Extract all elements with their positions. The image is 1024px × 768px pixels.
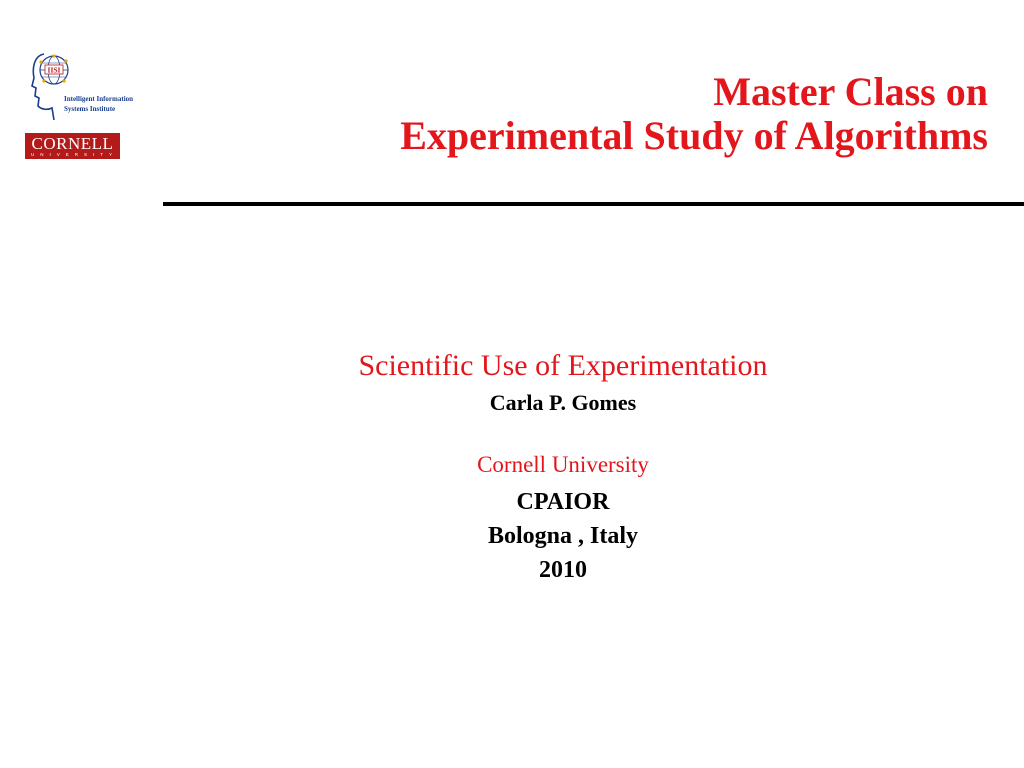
iisi-name-line2: Systems Institute	[64, 105, 116, 113]
cornell-wordmark: CORNELL	[31, 134, 114, 153]
title-line-1: Master Class on	[713, 69, 988, 114]
slide-title	[400, 70, 988, 158]
iisi-name-line1: Intelligent Information	[64, 95, 134, 103]
event-location: Bologna , Italy	[487, 523, 639, 549]
event-name: CPAIOR	[516, 489, 610, 515]
iisi-logo	[30, 50, 140, 122]
iisi-name	[64, 94, 133, 114]
title-line-2: Experimental Study of Algorithms	[400, 113, 988, 158]
affiliation: Cornell University	[477, 452, 649, 477]
event-year: 2010	[539, 557, 587, 583]
author-name: Carla P. Gomes	[489, 390, 637, 415]
cornell-logo	[25, 133, 120, 159]
talk-subtitle: Scientific Use of Experimentation	[358, 349, 768, 382]
cornell-subtext: UNIVERSITY	[30, 152, 118, 157]
event-details	[103, 485, 1023, 587]
title-divider	[163, 202, 1024, 206]
iisi-badge-text: IISI	[47, 65, 61, 75]
